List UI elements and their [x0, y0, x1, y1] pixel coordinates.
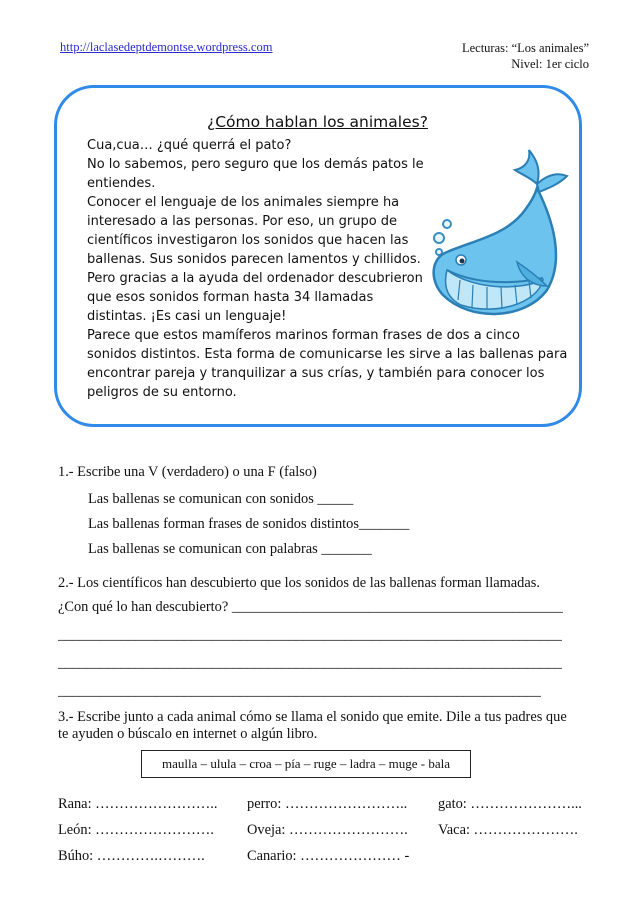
reading-line: encontrar pareja y tranquilizar a sus crías, y también para conocer los — [87, 366, 545, 381]
reading-line: Conocer el lenguaje de los animales siempre ha — [87, 195, 400, 210]
animal-vaca: Vaca: …………………. — [438, 822, 578, 838]
q1-item: Las ballenas se comunican con sonidos _____ — [88, 491, 354, 507]
animal-gato: gato: …………………... — [438, 796, 582, 812]
reading-line: peligros de su entorno. — [87, 385, 237, 400]
answer-line: _____________________________________________________________________ — [58, 683, 541, 699]
reading-line: interesado a las personas. Por eso, un grupo de — [87, 214, 398, 229]
reading-info — [462, 40, 589, 72]
q2-title: 2.- Los científicos han descubierto que los sonidos de las ballenas forman llamadas. — [58, 575, 540, 591]
reading-line: Pero gracias a la ayuda del ordenador descubrieron — [87, 271, 423, 286]
animal-canario: Canario: ………………… - — [247, 848, 410, 864]
q3-title-line: 3.- Escribe junto a cada animal cómo se llama el sonido que emite. Dile a tus padres que — [58, 709, 567, 725]
reading-line: entiendes. — [87, 176, 156, 191]
animal-perro: perro: …………………….. — [247, 796, 408, 812]
q3-title-line: te ayuden o búscalo en internet o algún libro. — [58, 726, 318, 742]
answer-line: ________________________________________________________________________ — [58, 627, 562, 643]
word-bank — [141, 750, 471, 778]
q2-question: ¿Con qué lo han descubierto? ______________________________________________ — [58, 599, 563, 615]
reading-line: Parece que estos mamíferos marinos forman frases de dos a cinco — [87, 328, 520, 343]
animal-rana: Rana: …………………….. — [58, 796, 218, 812]
reading-line: que esos sonidos forman hasta 34 llamadas — [87, 290, 374, 305]
animal-oveja: Oveja: ……………………. — [247, 822, 408, 838]
reading-title: ¿Cómo hablan los animales? — [207, 113, 428, 131]
animal-leon: León: ……………………. — [58, 822, 214, 838]
blog-link[interactable]: http://laclasedeptdemontse.wordpress.com — [60, 40, 273, 54]
whale-illustration — [425, 140, 575, 320]
level-label: Nivel: 1er ciclo — [511, 57, 589, 71]
reading-line: Cua,cua… ¿qué querrá el pato? — [87, 138, 292, 153]
reading-line: No lo sabemos, pero seguro que los demás patos le — [87, 157, 424, 172]
reading-line: distintas. ¡Es casi un lenguaje! — [87, 309, 287, 324]
animal-buho: Búho: ………….………. — [58, 848, 205, 864]
reading-line: ballenas. Sus sonidos parecen lamentos y chillidos. — [87, 252, 421, 267]
q1-title: 1.- Escribe una V (verdadero) o una F (falso) — [58, 464, 317, 480]
q1-item: Las ballenas se comunican con palabras _______ — [88, 541, 372, 557]
reading-line: científicos investigaron los sonidos que hacen las — [87, 233, 409, 248]
q1-item: Las ballenas forman frases de sonidos distintos_______ — [88, 516, 410, 532]
word-bank-text: maulla – ulula – croa – pía – ruge – ladra – muge - bala — [161, 756, 451, 771]
answer-line: ________________________________________________________________________ — [58, 655, 562, 671]
reading-line: sonidos distintos. Esta forma de comunicarse les sirve a las ballenas para — [87, 347, 568, 362]
reading-series-label: Lecturas: “Los animales” — [461, 41, 589, 55]
